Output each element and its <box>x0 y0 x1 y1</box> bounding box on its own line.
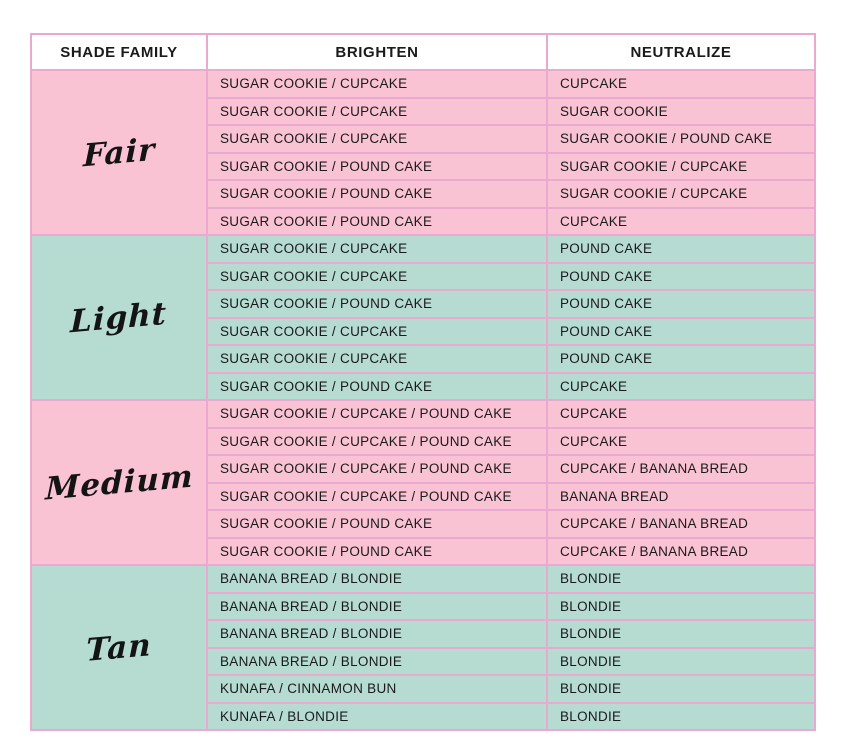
neutralize-cell: POUND CAKE <box>547 235 815 263</box>
brighten-cell: SUGAR COOKIE / CUPCAKE <box>207 125 547 153</box>
table-row <box>31 400 815 428</box>
header-row <box>31 34 815 70</box>
shade-family-cell-medium <box>31 400 207 565</box>
brighten-cell: SUGAR COOKIE / CUPCAKE <box>207 345 547 373</box>
neutralize-cell: BLONDIE <box>547 648 815 676</box>
neutralize-cell: CUPCAKE <box>547 373 815 401</box>
shade-family-label: Fair <box>82 131 156 174</box>
brighten-cell: SUGAR COOKIE / POUND CAKE <box>207 153 547 181</box>
brighten-cell: KUNAFA / BLONDIE <box>207 703 547 731</box>
brighten-cell: SUGAR COOKIE / POUND CAKE <box>207 373 547 401</box>
neutralize-cell: BLONDIE <box>547 675 815 703</box>
table-body <box>31 70 815 730</box>
brighten-cell: BANANA BREAD / BLONDIE <box>207 593 547 621</box>
neutralize-cell: CUPCAKE <box>547 70 815 98</box>
table-header <box>31 34 815 70</box>
column-header-neutralize: NEUTRALIZE <box>547 34 815 70</box>
neutralize-cell: SUGAR COOKIE / POUND CAKE <box>547 125 815 153</box>
neutralize-cell: BLONDIE <box>547 565 815 593</box>
neutralize-cell: CUPCAKE <box>547 428 815 456</box>
brighten-cell: BANANA BREAD / BLONDIE <box>207 648 547 676</box>
brighten-cell: SUGAR COOKIE / CUPCAKE <box>207 318 547 346</box>
brighten-cell: SUGAR COOKIE / POUND CAKE <box>207 180 547 208</box>
brighten-cell: SUGAR COOKIE / CUPCAKE <box>207 70 547 98</box>
neutralize-cell: BLONDIE <box>547 593 815 621</box>
neutralize-cell: SUGAR COOKIE <box>547 98 815 126</box>
brighten-cell: BANANA BREAD / BLONDIE <box>207 565 547 593</box>
brighten-cell: SUGAR COOKIE / POUND CAKE <box>207 208 547 236</box>
table-row <box>31 70 815 98</box>
brighten-cell: SUGAR COOKIE / POUND CAKE <box>207 510 547 538</box>
neutralize-cell: BANANA BREAD <box>547 483 815 511</box>
table-row <box>31 565 815 593</box>
shade-match-table-container <box>30 33 814 731</box>
brighten-cell: SUGAR COOKIE / CUPCAKE <box>207 263 547 291</box>
neutralize-cell: SUGAR COOKIE / CUPCAKE <box>547 153 815 181</box>
shade-family-label: Medium <box>44 457 194 508</box>
neutralize-cell: CUPCAKE / BANANA BREAD <box>547 455 815 483</box>
brighten-cell: SUGAR COOKIE / CUPCAKE / POUND CAKE <box>207 455 547 483</box>
brighten-cell: SUGAR COOKIE / CUPCAKE / POUND CAKE <box>207 428 547 456</box>
column-header-brighten: BRIGHTEN <box>207 34 547 70</box>
neutralize-cell: POUND CAKE <box>547 263 815 291</box>
neutralize-cell: CUPCAKE / BANANA BREAD <box>547 510 815 538</box>
brighten-cell: SUGAR COOKIE / CUPCAKE <box>207 98 547 126</box>
shade-family-label: Tan <box>85 626 153 669</box>
neutralize-cell: CUPCAKE <box>547 400 815 428</box>
shade-family-cell-fair <box>31 70 207 235</box>
brighten-cell: SUGAR COOKIE / POUND CAKE <box>207 290 547 318</box>
neutralize-cell: BLONDIE <box>547 703 815 731</box>
neutralize-cell: BLONDIE <box>547 620 815 648</box>
neutralize-cell: POUND CAKE <box>547 290 815 318</box>
neutralize-cell: POUND CAKE <box>547 345 815 373</box>
shade-family-label: Light <box>70 295 168 340</box>
shade-family-cell-light <box>31 235 207 400</box>
neutralize-cell: POUND CAKE <box>547 318 815 346</box>
table-row <box>31 235 815 263</box>
shade-family-cell-tan <box>31 565 207 730</box>
brighten-cell: SUGAR COOKIE / POUND CAKE <box>207 538 547 566</box>
brighten-cell: KUNAFA / CINNAMON BUN <box>207 675 547 703</box>
brighten-cell: SUGAR COOKIE / CUPCAKE / POUND CAKE <box>207 400 547 428</box>
neutralize-cell: CUPCAKE / BANANA BREAD <box>547 538 815 566</box>
shade-match-table <box>30 33 816 731</box>
brighten-cell: SUGAR COOKIE / CUPCAKE / POUND CAKE <box>207 483 547 511</box>
column-header-shade-family: SHADE FAMILY <box>31 34 207 70</box>
brighten-cell: BANANA BREAD / BLONDIE <box>207 620 547 648</box>
neutralize-cell: SUGAR COOKIE / CUPCAKE <box>547 180 815 208</box>
brighten-cell: SUGAR COOKIE / CUPCAKE <box>207 235 547 263</box>
neutralize-cell: CUPCAKE <box>547 208 815 236</box>
